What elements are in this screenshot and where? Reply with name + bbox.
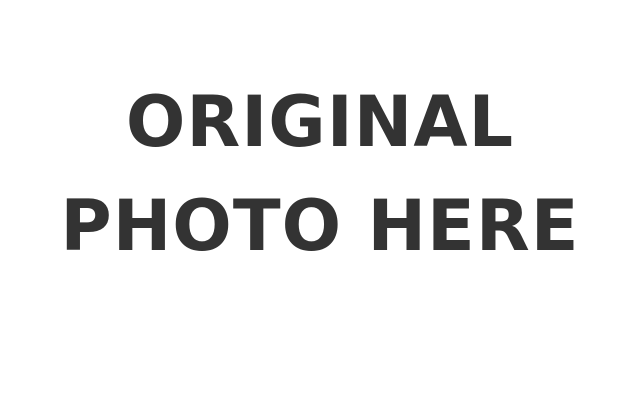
placeholder-caption: [0, 70, 640, 278]
placeholder-line-2: PHOTO HERE: [60, 185, 580, 267]
placeholder-line-1: ORIGINAL: [125, 81, 515, 163]
